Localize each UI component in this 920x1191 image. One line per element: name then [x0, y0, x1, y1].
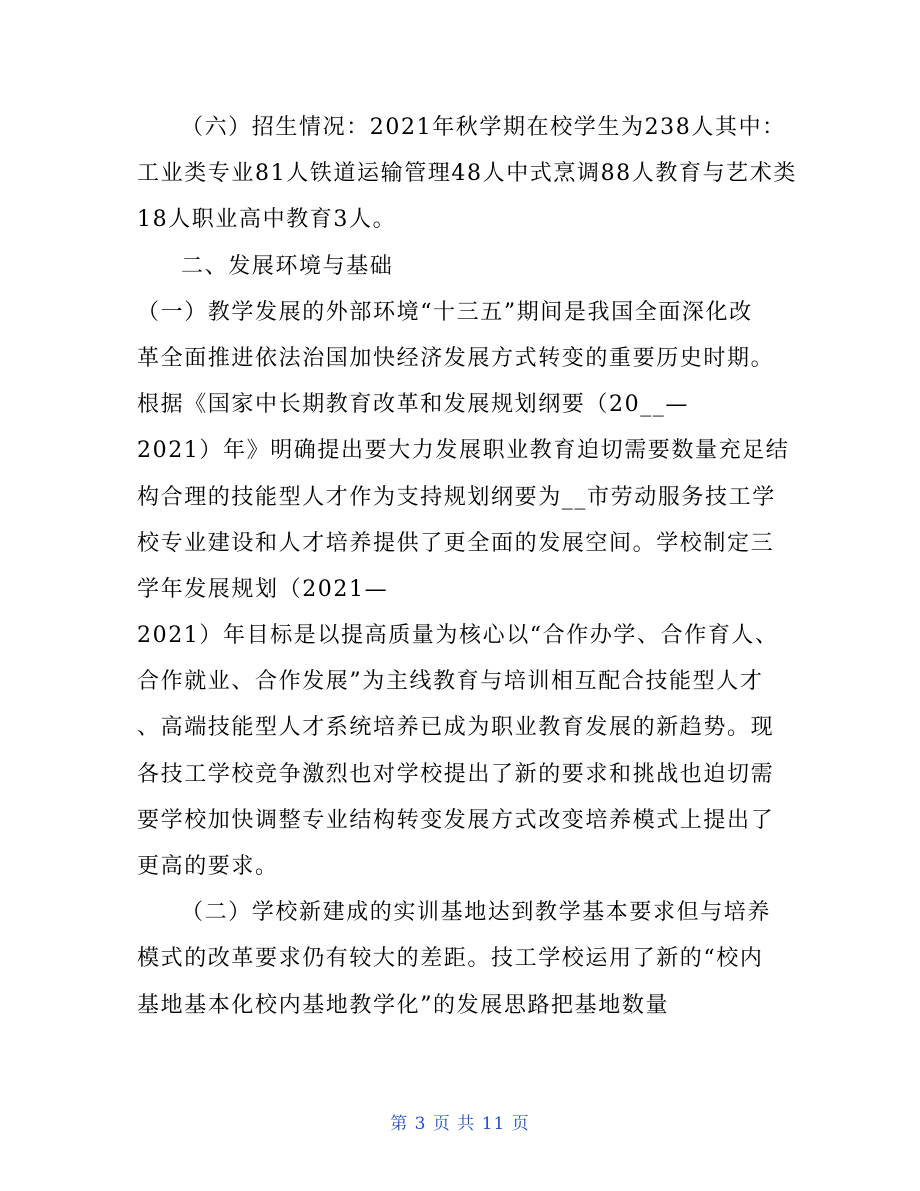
paragraph-line: 构合理的技能型人才作为支持规划纲要为__市劳动服务技工学: [137, 484, 776, 510]
paragraph-line: （二）学校新建成的实训基地达到教学基本要求但与培养: [181, 900, 772, 926]
paragraph-line: （一）教学发展的外部环境“十三五”期间是我国全面深化改: [137, 299, 753, 325]
paragraph-line: 2021）年目标是以提高质量为核心以“合作办学、合作育人、: [137, 623, 779, 649]
paragraph-line: 基地基本化校内基地教学化”的发展思路把基地数量: [137, 992, 670, 1018]
page-footer: 第 3 页 共 11 页: [390, 1114, 530, 1134]
document-body: [137, 105, 797, 1029]
paragraph-line: （六）招生情况：2021年秋学期在校学生为238人其中：: [181, 115, 786, 140]
paragraph-line: 合作就业、合作发展”为主线教育与培训相互配合技能型人才: [137, 669, 764, 695]
paragraph-line: 革全面推进依法治国加快经济发展方式转变的重要历史时期。: [137, 345, 775, 371]
section-heading: 二、发展环境与基础: [181, 253, 394, 279]
paragraph-line: 2021）年》明确提出要大力发展职业教育迫切需要数量充足结: [137, 438, 790, 464]
paragraph-line: 更高的要求。: [137, 854, 279, 879]
paragraph-line: 各技工学校竞争激烈也对学校提出了新的要求和挑战也迫切需: [137, 761, 775, 787]
paragraph-line: 校专业建设和人才培养提供了更全面的发展空间。学校制定三: [137, 530, 775, 556]
paragraph-line: 学年发展规划（2021—: [137, 576, 389, 602]
paragraph-line: 根据《国家中长期教育改革和发展规划纲要（20__—: [137, 392, 689, 418]
paragraph-line: 18人职业高中教育3人。: [137, 207, 397, 233]
paragraph-line: 要学校加快调整专业结构转变发展方式改变培养模式上提出了: [137, 807, 775, 833]
paragraph-line: 模式的改革要求仍有较大的差距。技工学校运用了新的“校内: [137, 946, 764, 972]
paragraph-line: 、高端技能型人才系统培养已成为职业教育发展的新趋势。现: [137, 715, 775, 741]
paragraph-line: 工业类专业81人铁道运输管理48人中式烹调88人教育与艺术类: [137, 161, 797, 187]
